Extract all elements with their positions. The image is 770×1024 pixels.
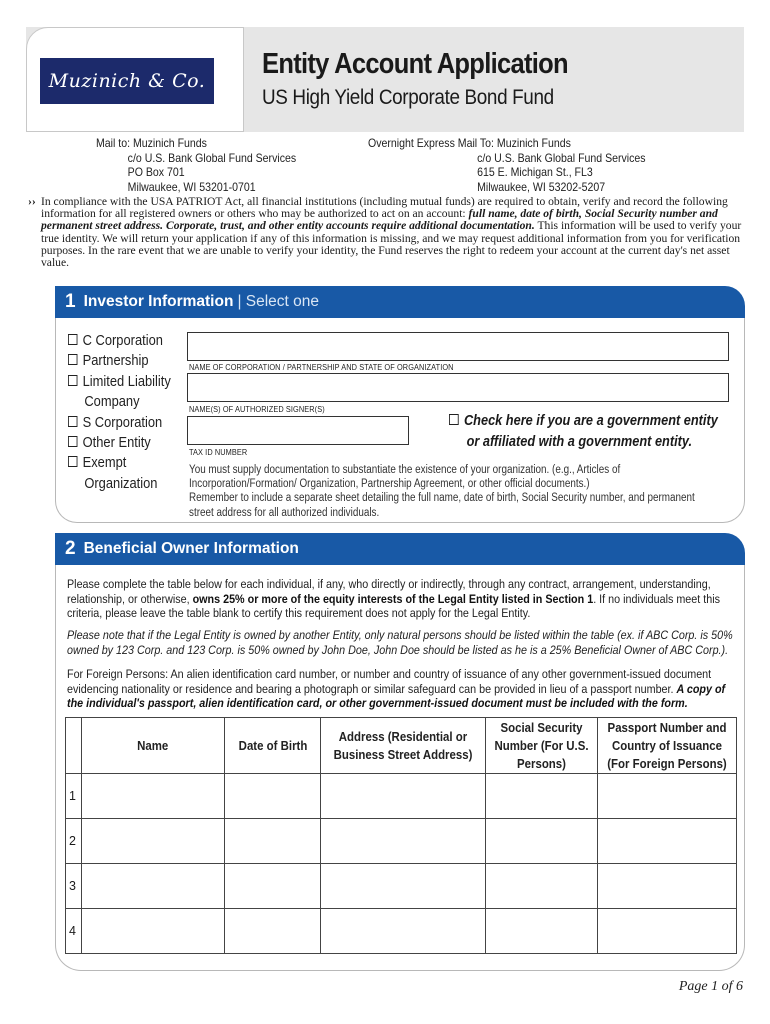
section-number: 1 — [65, 291, 76, 312]
section-2-header — [55, 533, 745, 565]
option-label-cont: Organization — [84, 474, 158, 492]
option-label-cont: Company — [84, 393, 140, 411]
beneficial-owner-instructions — [67, 577, 737, 621]
page-number: Page 1 of 6 — [678, 979, 743, 994]
dob-cell[interactable] — [225, 909, 321, 954]
patriot-act-notice — [28, 196, 748, 269]
address-cell[interactable] — [321, 909, 486, 954]
section-subtitle: | Select one — [237, 293, 320, 310]
checkbox-icon[interactable] — [68, 334, 77, 345]
address-cell[interactable] — [321, 864, 486, 909]
notice-part: In compliance with the USA PATRIOT Act, all financial institutions (including mutual funds) are required to obtain, verify and record the following information for all registered owners or others who may be authorized to act on an account: — [41, 195, 728, 221]
passport-cell[interactable] — [598, 864, 737, 909]
corporation-name-field[interactable] — [187, 332, 729, 361]
option-label: Partnership — [82, 352, 149, 370]
checkbox-icon[interactable] — [68, 436, 77, 447]
option-llc[interactable] — [68, 372, 171, 413]
option-exempt-organization[interactable] — [68, 453, 171, 494]
dob-cell[interactable] — [225, 774, 321, 819]
para-text: . If no individuals meet this criteria, please leave the table blank to certify this requirement does not apply for the Legal Entity. — [67, 591, 720, 621]
notice-text — [28, 196, 748, 269]
para-emphasis: owns 25% or more of the equity interests of the Legal Entity listed in Section 1 — [192, 591, 594, 606]
table-row — [66, 909, 737, 954]
address-line: Overnight Express Mail To: Muzinich Funds — [368, 136, 571, 150]
passport-cell[interactable] — [598, 774, 737, 819]
name-cell[interactable] — [82, 819, 225, 864]
col-header-dob — [225, 718, 321, 774]
gov-label-cont: or affiliated with a government entity. — [466, 434, 693, 450]
passport-cell[interactable] — [598, 909, 737, 954]
checkbox-icon[interactable] — [68, 354, 77, 365]
table-header-row — [66, 718, 737, 774]
tax-id-field[interactable] — [187, 416, 409, 445]
table-row — [66, 774, 737, 819]
gov-label: Check here if you are a government entity — [463, 413, 718, 429]
note-text: Remember to include a separate sheet detailing the full name, date of birth, Social Security number, and permanent street address for all authorized individuals. — [189, 492, 695, 519]
option-c-corporation[interactable] — [68, 331, 171, 351]
row-number: 3 — [66, 864, 82, 909]
ssn-cell[interactable] — [486, 864, 598, 909]
header-label: Date of Birth — [238, 737, 307, 753]
entity-type-options — [68, 331, 171, 494]
chevron-marker-icon: ›› — [28, 195, 36, 208]
government-entity-checkbox[interactable] — [449, 411, 718, 453]
col-header-name — [82, 718, 225, 774]
company-logo — [40, 58, 214, 104]
para-text: Please complete the table below for each individual, if any, who directly or indirectly, through any contract, arrangement, understanding, relationship, or otherwise, — [67, 577, 711, 606]
checkbox-icon[interactable] — [449, 414, 459, 425]
notice-emphasis: full name, date of birth, Social Security number and permanent street address. Corporate, trust, and other entity accounts require additional documentation. — [41, 207, 718, 233]
header-label: Social Security Number (For U.S. Persons) — [494, 719, 589, 771]
section-number: 2 — [65, 538, 76, 559]
section-1-notes — [189, 463, 722, 520]
option-label: Limited Liability — [82, 372, 171, 390]
authorized-signer-label: NAME(S) OF AUTHORIZED SIGNER(S) — [189, 405, 325, 414]
row-number: 2 — [66, 819, 82, 864]
corporation-name-label: NAME OF CORPORATION / PARTNERSHIP AND STATE OF ORGANIZATION — [189, 363, 454, 372]
address-line: PO Box 701 — [127, 165, 185, 179]
note-text: You must supply documentation to substantiate the existence of your organization. (e.g., Articles of Incorporation/Formation/ Organization, Partnership Agreement, or other official documents.) — [189, 464, 621, 491]
section-title: Beneficial Owner Information — [83, 540, 299, 557]
header-label: Passport Number and Country of Issuance (For Foreign Persons) — [607, 719, 727, 771]
mail-to-address — [96, 136, 296, 194]
ssn-cell[interactable] — [486, 909, 598, 954]
address-cell[interactable] — [321, 819, 486, 864]
dob-cell[interactable] — [225, 864, 321, 909]
para-text: For Foreign Persons: An alien identification card number, or number and country of issuance of any other government-issued document evidencing nationality or residence and bearing a photograph or similar safeguard can be provided in lieu of a passport number. — [67, 667, 712, 696]
name-cell[interactable] — [82, 864, 225, 909]
tax-id-label: TAX ID NUMBER — [189, 448, 248, 457]
document-subtitle: US High Yield Corporate Bond Fund — [262, 86, 554, 109]
col-header-number — [66, 718, 82, 774]
ssn-cell[interactable] — [486, 819, 598, 864]
table-row — [66, 864, 737, 909]
header-label: Name — [137, 737, 169, 753]
option-label: Other Entity — [82, 434, 151, 452]
checkbox-icon[interactable] — [68, 456, 77, 467]
ssn-cell[interactable] — [486, 774, 598, 819]
address-line: c/o U.S. Bank Global Fund Services — [477, 150, 646, 165]
address-line: c/o U.S. Bank Global Fund Services — [127, 150, 297, 165]
name-cell[interactable] — [82, 909, 225, 954]
header-label: Address (Residential or Business Street Address) — [333, 728, 473, 762]
section-title: Investor Information — [83, 293, 234, 310]
authorized-signer-field[interactable] — [187, 373, 729, 402]
option-label: C Corporation — [82, 332, 163, 349]
col-header-ssn — [486, 718, 598, 774]
col-header-address — [321, 718, 486, 774]
option-other-entity[interactable] — [68, 433, 171, 453]
option-label: S Corporation — [82, 413, 163, 431]
col-header-passport — [598, 718, 737, 774]
name-cell[interactable] — [82, 774, 225, 819]
option-partnership[interactable] — [68, 351, 171, 371]
logo-text: Muzinich & Co. — [48, 70, 206, 92]
notice-part: This information will be used to verify your true identity. We will return your application if any of this information is missing, and we may request additional information from you for verification purposes. In the rare event that we are unable to verify your identity, the Fund reserves the right to redeem your account at the current day's net asset value. — [41, 219, 742, 270]
document-title: Entity Account Application — [262, 48, 568, 80]
address-line: Milwaukee, WI 53202-5207 — [477, 179, 606, 194]
address-cell[interactable] — [321, 774, 486, 819]
row-number: 4 — [66, 909, 82, 954]
option-s-corporation[interactable] — [68, 413, 171, 433]
checkbox-icon[interactable] — [68, 375, 77, 386]
table-row — [66, 819, 737, 864]
foreign-persons-note — [67, 667, 737, 711]
entity-ownership-note: Please note that if the Legal Entity is owned by another Entity, only natural persons should be listed within the table (ex. if ABC Corp. is 50% owned by 123 Corp. and 123 Corp. is 50% owned by John Doe, John Doe should be listed as he is a 25% Beneficial Owner of ABC Corp.). — [67, 628, 733, 657]
para-emphasis: A copy of the individual's passport, alien identification card, or other government-issued document must be included with the form. — [67, 681, 726, 711]
passport-cell[interactable] — [598, 819, 737, 864]
dob-cell[interactable] — [225, 819, 321, 864]
beneficial-owner-table — [65, 717, 737, 954]
section-1-header — [55, 286, 745, 318]
address-line: Milwaukee, WI 53201-0701 — [127, 179, 256, 194]
row-number: 1 — [66, 774, 82, 819]
address-line: 615 E. Michigan St., FL3 — [477, 165, 593, 179]
address-line: Mail to: Muzinich Funds — [96, 136, 207, 150]
overnight-mail-address — [368, 136, 646, 194]
checkbox-icon[interactable] — [68, 416, 77, 427]
option-label: Exempt — [82, 454, 127, 472]
